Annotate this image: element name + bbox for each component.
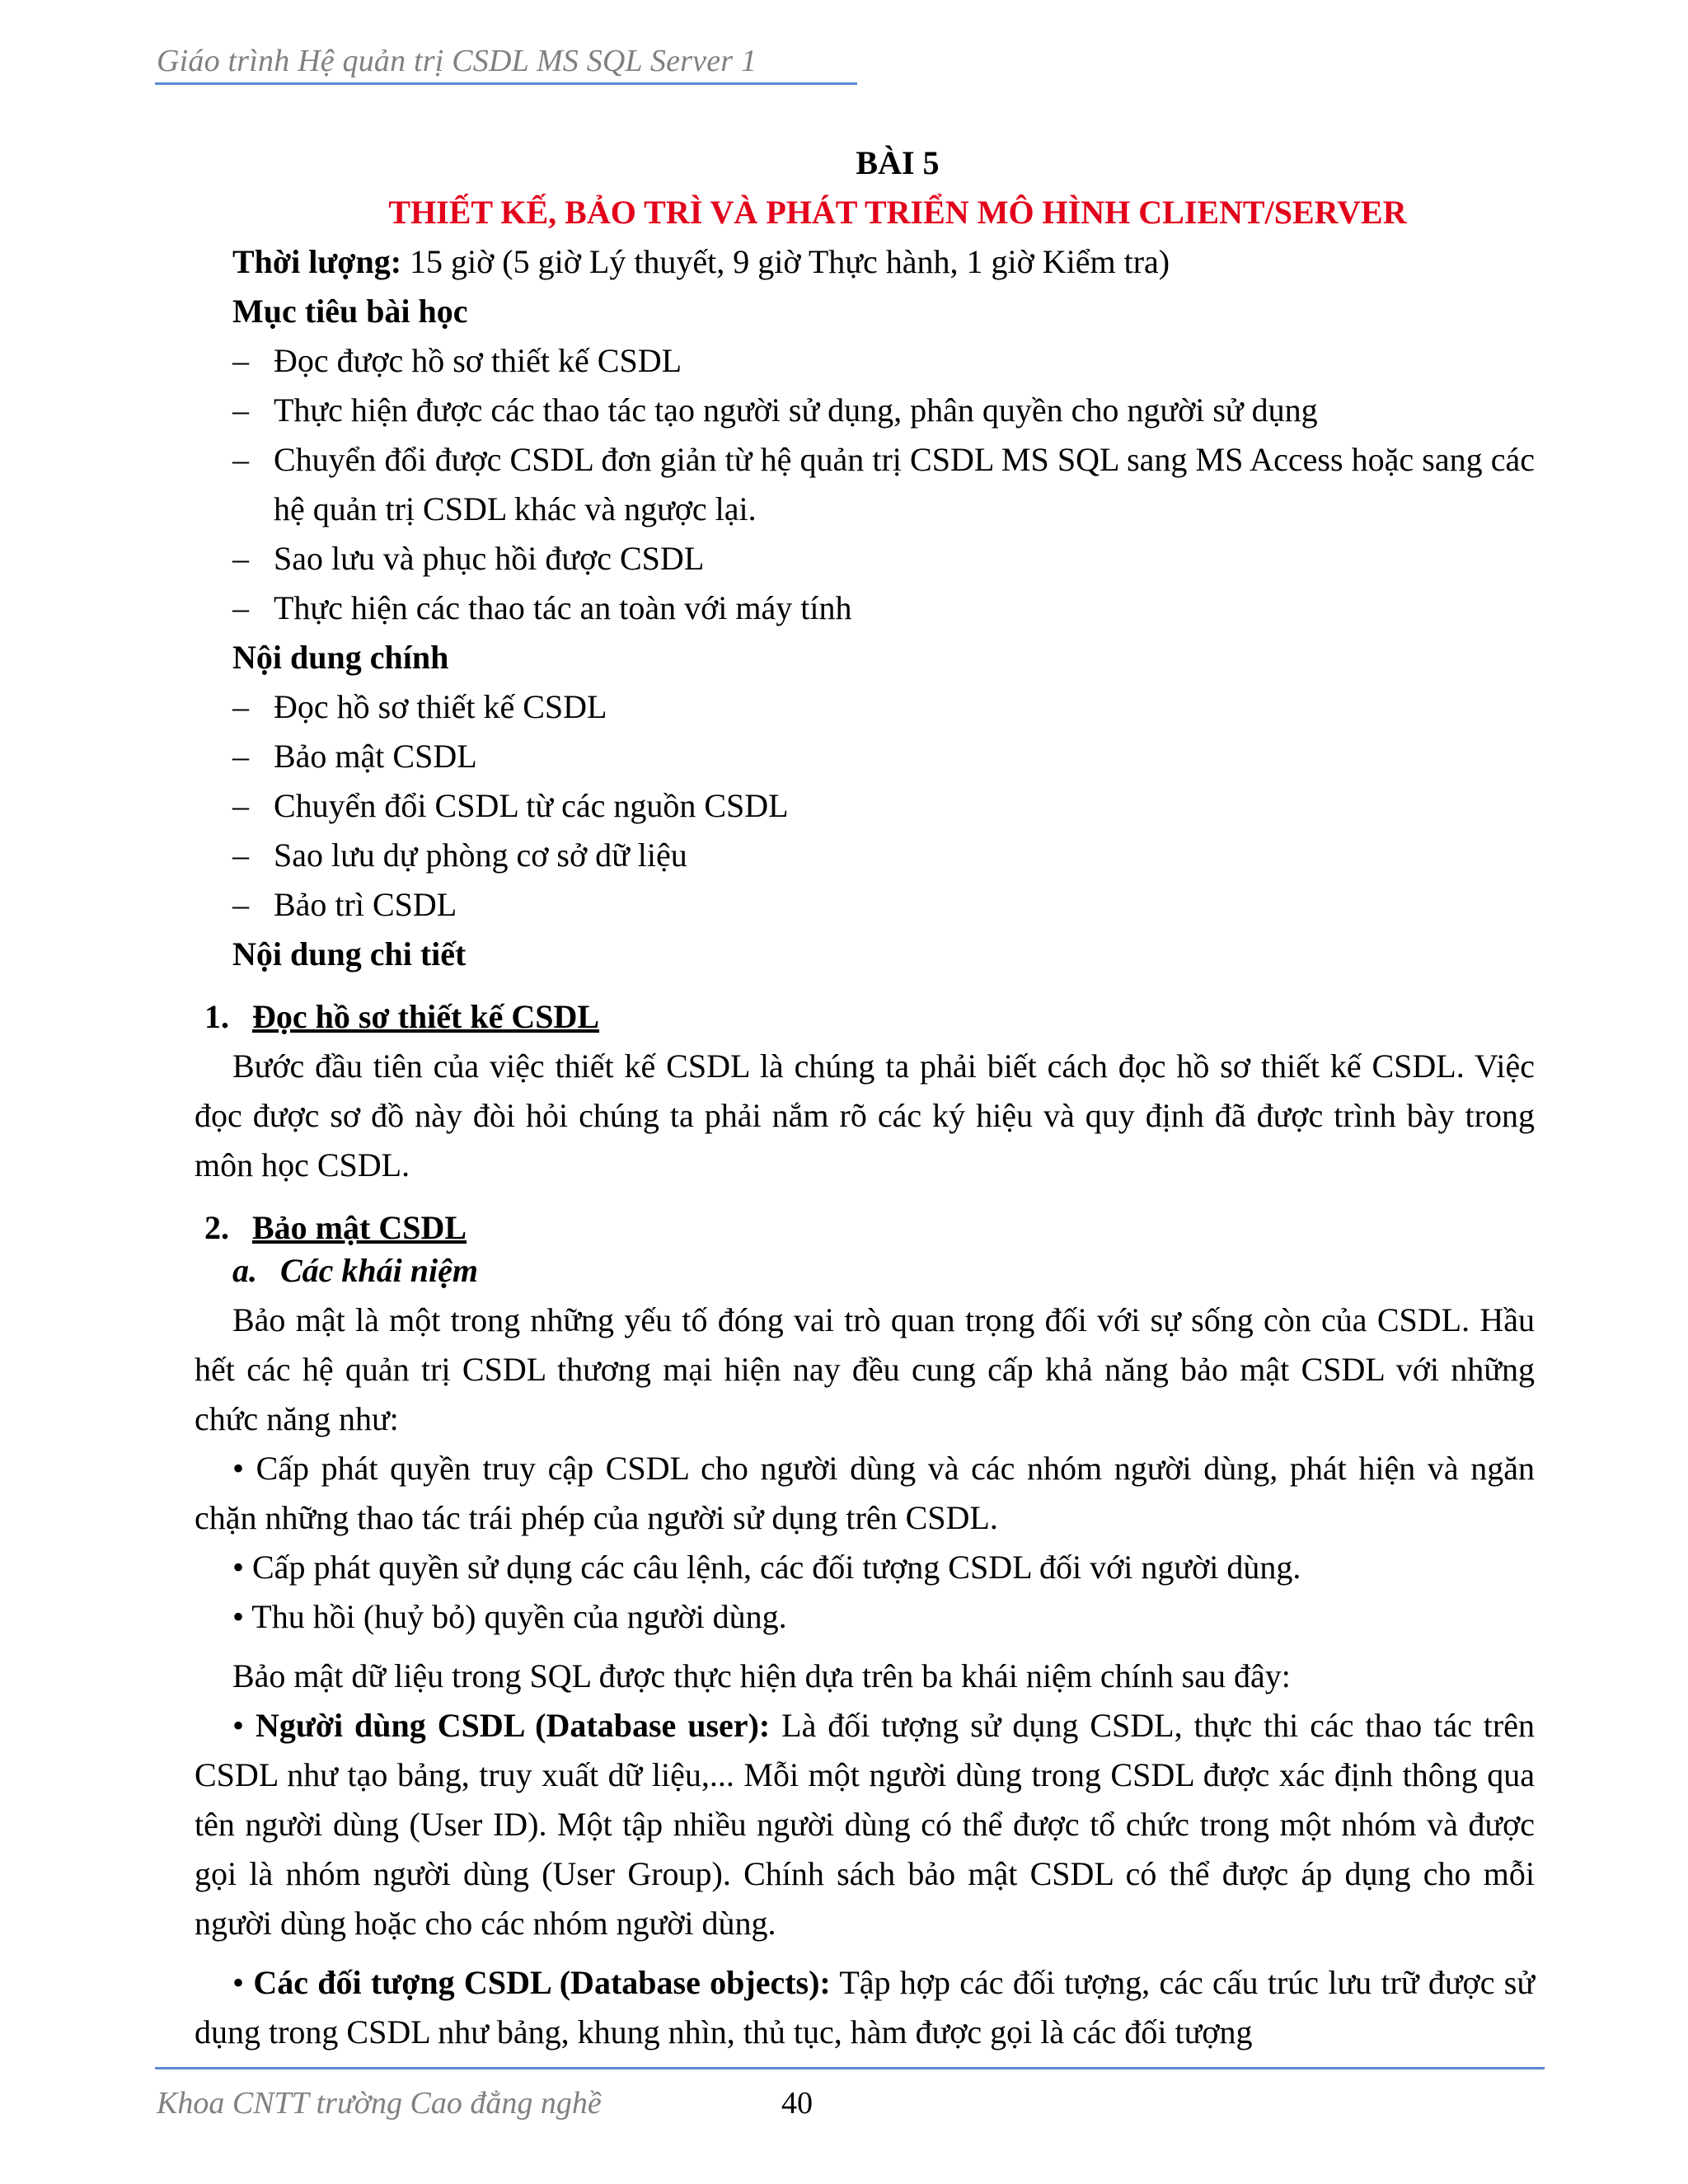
dash-marker: – <box>232 540 249 577</box>
page-content <box>195 138 1535 2057</box>
objectives-list <box>195 336 1535 633</box>
concept-term: Các đối tượng CSDL (Database objects): <box>253 1964 831 2001</box>
lesson-number: BÀI 5 <box>856 144 940 181</box>
dash-marker: – <box>232 738 249 775</box>
duration-label: Thời lượng: <box>232 243 402 280</box>
list-item: – Sao lưu và phục hồi được CSDL <box>232 534 1535 583</box>
running-header: Giáo trình Hệ quản trị CSDL MS SQL Server 1 <box>157 44 757 78</box>
list-item: – Bảo mật CSDL <box>232 732 1535 781</box>
section-1-paragraph: Bước đầu tiên của việc thiết kế CSDL là chúng ta phải biết cách đọc hồ sơ thiết kế CSDL. Việc đọc được sơ đồ này đòi hỏi chúng ta phải nắm rõ các ký hiệu và quy định đã được trình bày trong môn học CSDL. <box>195 1047 1535 1183</box>
objectives-heading: Mục tiêu bài học <box>232 293 468 330</box>
dash-marker: – <box>232 391 249 429</box>
duration-value: 15 giờ (5 giờ Lý thuyết, 9 giờ Thực hành, 1 giờ Kiểm tra) <box>401 243 1170 280</box>
dash-marker: – <box>232 886 249 923</box>
list-item: – Sao lưu dự phòng cơ sở dữ liệu <box>232 831 1535 880</box>
list-item: – Thực hiện các thao tác an toàn với máy tính <box>232 583 1535 633</box>
security-bullet: • Cấp phát quyền truy cập CSDL cho người dùng và các nhóm người dùng, phát hiện và ngăn chặn những thao tác trái phép của người sử dụng trên CSDL. <box>195 1450 1535 1536</box>
footer-rule <box>155 2067 1545 2069</box>
security-bullet: • Cấp phát quyền sử dụng các câu lệnh, các đối tượng CSDL đối với người dùng. <box>232 1549 1301 1586</box>
main-content-list <box>195 682 1535 930</box>
dash-marker: – <box>232 837 249 874</box>
list-item: – Bảo trì CSDL <box>232 880 1535 930</box>
section-2-number: 2. <box>204 1209 229 1246</box>
concept-term: Người dùng CSDL (Database user): <box>255 1707 771 1744</box>
section-1-title: Đọc hồ sơ thiết kế CSDL <box>252 998 600 1035</box>
list-item: – Chuyển đổi được CSDL đơn giản từ hệ quản trị CSDL MS SQL sang MS Access hoặc sang các hệ quản trị CSDL khác và ngược lại. <box>232 435 1535 534</box>
footer-text: Khoa CNTT trường Cao đẳng nghề <box>157 2086 602 2121</box>
list-item: – Chuyển đổi CSDL từ các nguồn CSDL <box>232 781 1535 831</box>
list-item: – Thực hiện được các thao tác tạo người sử dụng, phân quyền cho người sử dụng <box>232 386 1535 435</box>
dash-marker: – <box>232 342 249 379</box>
section-2-heading <box>204 1203 1535 1253</box>
section-2a-heading <box>232 1246 1535 1296</box>
details-heading: Nội dung chi tiết <box>232 935 467 972</box>
concept-database-user: • Người dùng CSDL (Database user): Là đối tượng sử dụng CSDL, thực thi các thao tác trên CSDL như tạo bảng, truy xuất dữ liệu,... Mỗi một người dùng trong CSDL được xác định thông qua tên người dùng (User ID). Một tập nhiều người dùng có thể được tổ chức trong một nhóm và được gọi là nhóm người dùng (User Group). Chính sách bảo mật CSDL có thể được áp dụng cho mỗi người dùng hoặc cho các nhóm người dùng. <box>195 1707 1535 1942</box>
dash-marker: – <box>232 441 249 478</box>
list-item: – Đọc được hồ sơ thiết kế CSDL <box>232 336 1535 386</box>
concepts-intro-paragraph: Bảo mật dữ liệu trong SQL được thực hiện dựa trên ba khái niệm chính sau đây: <box>232 1657 1291 1694</box>
list-item: – Đọc hồ sơ thiết kế CSDL <box>232 682 1535 732</box>
duration-line <box>195 237 1535 287</box>
dash-marker: – <box>232 589 249 626</box>
section-1-heading <box>204 992 1535 1042</box>
security-bullet: • Thu hồi (huỷ bỏ) quyền của người dùng. <box>232 1598 787 1635</box>
section-2a-number: a. <box>232 1252 257 1289</box>
page-number: 40 <box>781 2086 813 2121</box>
dash-marker: – <box>232 688 249 725</box>
concept-database-objects: • Các đối tượng CSDL (Database objects): Tập hợp các đối tượng, các cấu trúc lưu trữ được sử dụng trong CSDL như bảng, khung nhìn, thủ tục, hàm được gọi là các đối tượng <box>195 1964 1535 2050</box>
section-2-title: Bảo mật CSDL <box>252 1209 467 1246</box>
section-2a-title: Các khái niệm <box>280 1252 479 1289</box>
section-1-number: 1. <box>204 998 229 1035</box>
security-intro-paragraph: Bảo mật là một trong những yếu tố đóng vai trò quan trọng đối với sự sống còn của CSDL. Hầu hết các hệ quản trị CSDL thương mại hiện nay đều cung cấp khả năng bảo mật CSDL với những chức năng như: <box>195 1301 1535 1437</box>
lesson-title: THIẾT KẾ, BẢO TRÌ VÀ PHÁT TRIỂN MÔ HÌNH CLIENT/SERVER <box>388 194 1407 231</box>
dash-marker: – <box>232 787 249 824</box>
main-content-heading: Nội dung chính <box>232 639 449 676</box>
header-rule <box>155 82 857 85</box>
